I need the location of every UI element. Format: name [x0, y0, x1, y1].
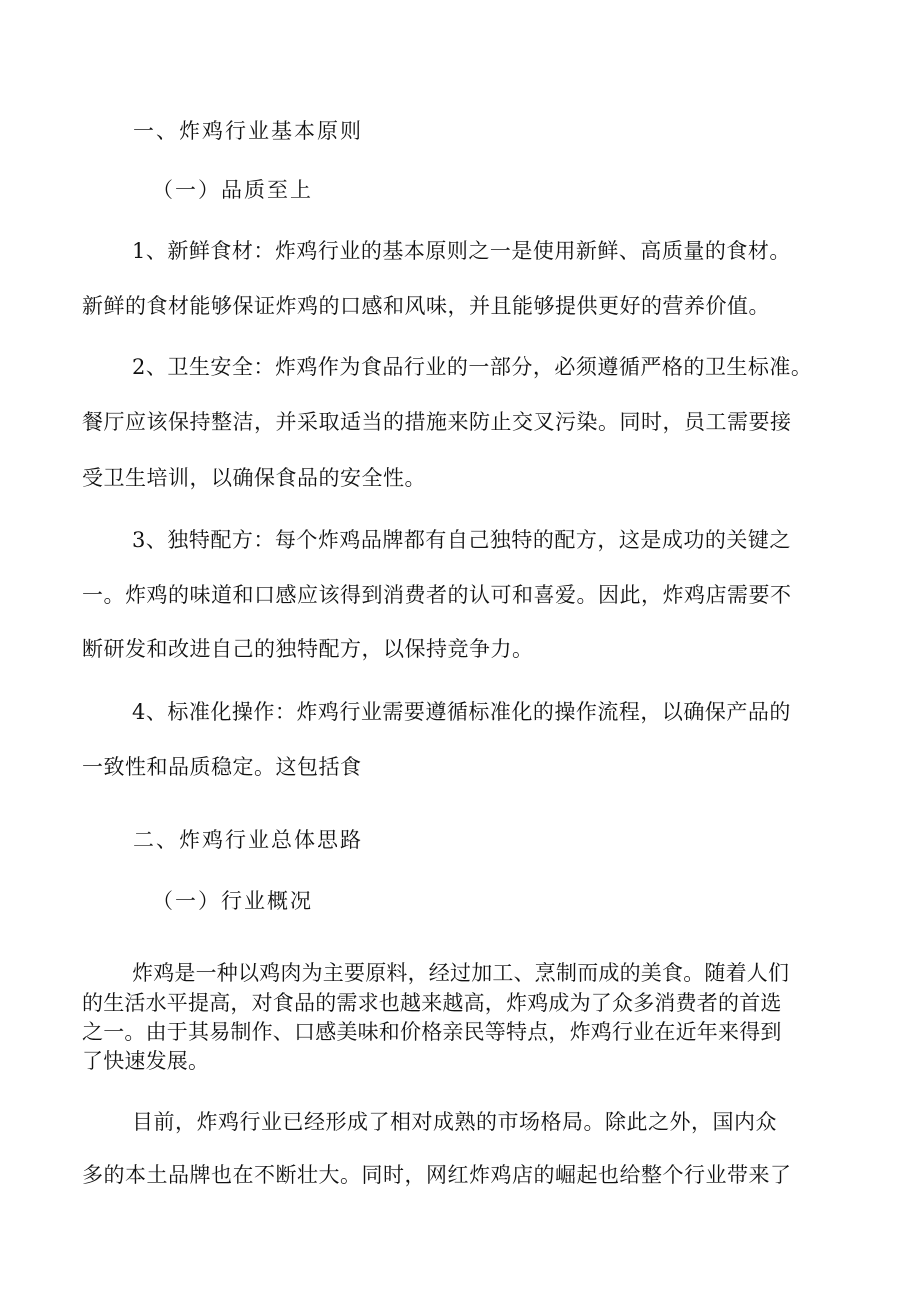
text-line: 受卫生培训，以确保食品的安全性。	[82, 466, 426, 490]
text-line: 4、标准化操作：炸鸡行业需要遵循标准化的操作流程，以确保产品的	[132, 700, 791, 724]
text-line: 新鲜的食材能够保证炸鸡的口感和风味，并且能够提供更好的营养价值。	[82, 294, 770, 318]
text-line: 1、新鲜食材：炸鸡行业的基本原则之一是使用新鲜、高质量的食材。	[132, 239, 791, 263]
text-line: 的生活水平提高，对食品的需求也越来越高，炸鸡成为了众多消费者的首选	[82, 991, 782, 1015]
section-2-heading: 二、炸鸡行业总体思路	[133, 828, 363, 852]
text-line: 多的本土品牌也在不断壮大。同时，网红炸鸡店的崛起也给整个行业带来了	[82, 1163, 792, 1187]
text-line: 3、独特配方：每个炸鸡品牌都有自己独特的配方，这是成功的关键之	[132, 528, 791, 552]
section-1-subheading: （一）品质至上	[152, 178, 313, 202]
text-line: 一致性和品质稳定。这包括食	[82, 755, 362, 779]
text-line: 之一。由于其易制作、口感美味和价格亲民等特点，炸鸡行业在近年来得到	[82, 1020, 782, 1044]
text-line: 一。炸鸡的味道和口感应该得到消费者的认可和喜爱。因此，炸鸡店需要不	[82, 583, 792, 607]
text-line: 2、卫生安全：炸鸡作为食品行业的一部分，必须遵循严格的卫生标准。	[132, 355, 813, 379]
section-2-subheading: （一）行业概况	[152, 889, 313, 913]
text-line: 餐厅应该保持整洁，并采取适当的措施来防止交叉污染。同时，员工需要接	[82, 410, 792, 434]
text-line: 断研发和改进自己的独特配方，以保持竞争力。	[82, 637, 534, 661]
text-line: 炸鸡是一种以鸡肉为主要原料，经过加工、烹制而成的美食。随着人们	[132, 961, 790, 985]
text-line: 目前，炸鸡行业已经形成了相对成熟的市场格局。除此之外，国内众	[132, 1110, 777, 1134]
section-1-heading: 一、炸鸡行业基本原则	[133, 119, 363, 143]
text-line: 了快速发展。	[82, 1049, 210, 1073]
